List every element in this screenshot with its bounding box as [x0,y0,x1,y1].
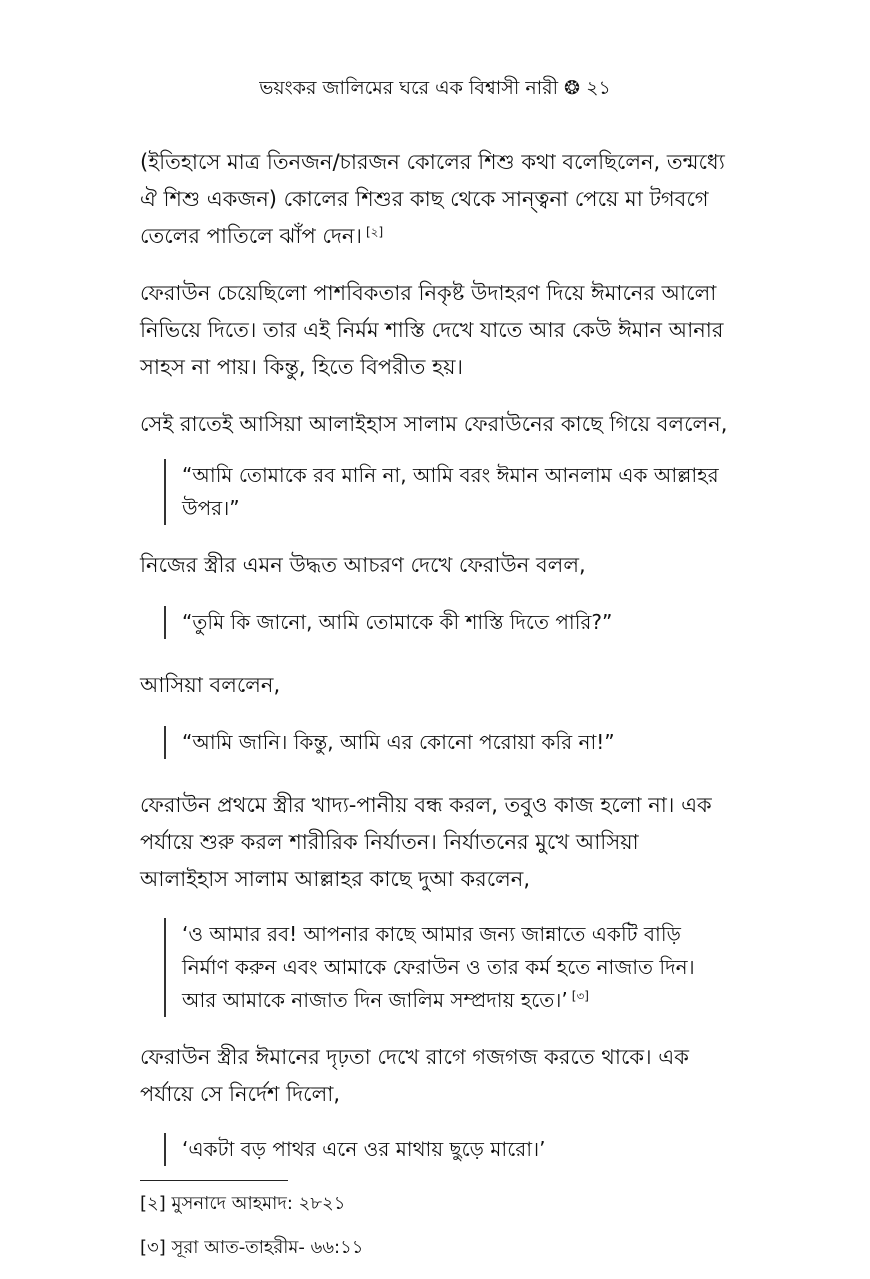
footnote-divider [140,1180,288,1181]
block-quote [164,918,732,1017]
block-quote: “তুমি কি জানো, আমি তোমাকে কী শাস্তি দিতে পারি?” [164,606,732,639]
footnotes [140,1180,732,1279]
running-header [0,76,870,100]
block-quote: “আমি জানি। কিন্তু, আমি এর কোনো পরোয়া করি না!” [164,726,732,759]
ornament-icon: ❂ [564,77,581,99]
paragraph: সেই রাতেই আসিয়া আলাইহাস সালাম ফেরাউনের কাছে গিয়ে বললেন, [140,412,728,436]
paragraph: আসিয়া বললেন, [140,673,281,697]
paragraph: নিজের স্ত্রীর এমন উদ্ধত আচরণ দেখে ফেরাউন বলল, [140,553,586,577]
footnote: [৩] সূরা আত-তাহরীম- ৬৬:১১ [140,1237,364,1258]
paragraph: ফেরাউন স্ত্রীর ঈমানের দৃঢ়তা দেখে রাগে গজগজ করতে থাকে। এক পর্যায়ে সে নির্দেশ দিলো, [140,1045,689,1106]
footnote-ref[interactable]: [৩] [571,989,589,1003]
running-title: ভয়ংকর জালিমের ঘরে এক বিশ্বাসী নারী [259,77,559,99]
page-number: ২১ [586,77,611,99]
paragraph: ফেরাউন প্রথমে স্ত্রীর খাদ্য-পানীয় বন্ধ করল, তবুও কাজ হলো না। এক পর্যায়ে শুরু করল শারীরিক নির্যাতন। নির্যাতনের মুখে আসিয়া আলাইহাস সালাম আল্লাহর কাছে দুআ করলেন, [140,793,712,891]
paragraph [140,144,732,255]
paragraph: ফেরাউন চেয়েছিলো পাশবিকতার নিকৃষ্ট উদাহরণ দিয়ে ঈমানের আলো নিভিয়ে দিতে। তার এই নির্মম শাস্তি দেখে যাতে আর কেউ ঈমান আনার সাহস না পায়। কিন্তু, হিতে বিপরীত হয়। [140,281,724,379]
main-text [140,144,732,1194]
block-quote: “আমি তোমাকে রব মানি না, আমি বরং ঈমান আনলাম এক আল্লাহর উপর।” [164,459,732,525]
paragraph-text: (ইতিহাসে মাত্র তিনজন/চারজন কোলের শিশু কথা বলেছিলেন, তন্মধ্যে ঐ শিশু একজন) কোলের শিশুর কাছ থেকে সান্ত্বনা পেয়ে মা টগবগে তেলের পাতিলে ঝাঁপ দেন। [140,150,725,248]
footnote-ref[interactable]: [২] [365,225,384,239]
quote-text: ‘ও আমার রব! আপনার কাছে আমার জন্য জান্নাতে একটি বাড়ি নির্মাণ করুন এবং আমাকে ফেরাউন ও তার কর্ম হতে নাজাত দিন। আর আমাকে নাজাত দিন জালিম সম্প্রদায় হতে।’ [182,922,695,1012]
block-quote: ‘একটা বড় পাথর এনে ওর মাথায় ছুড়ে মারো।’ [164,1133,732,1166]
footnote: [২] মুসনাদে আহমাদ: ২৮২১ [140,1193,346,1214]
